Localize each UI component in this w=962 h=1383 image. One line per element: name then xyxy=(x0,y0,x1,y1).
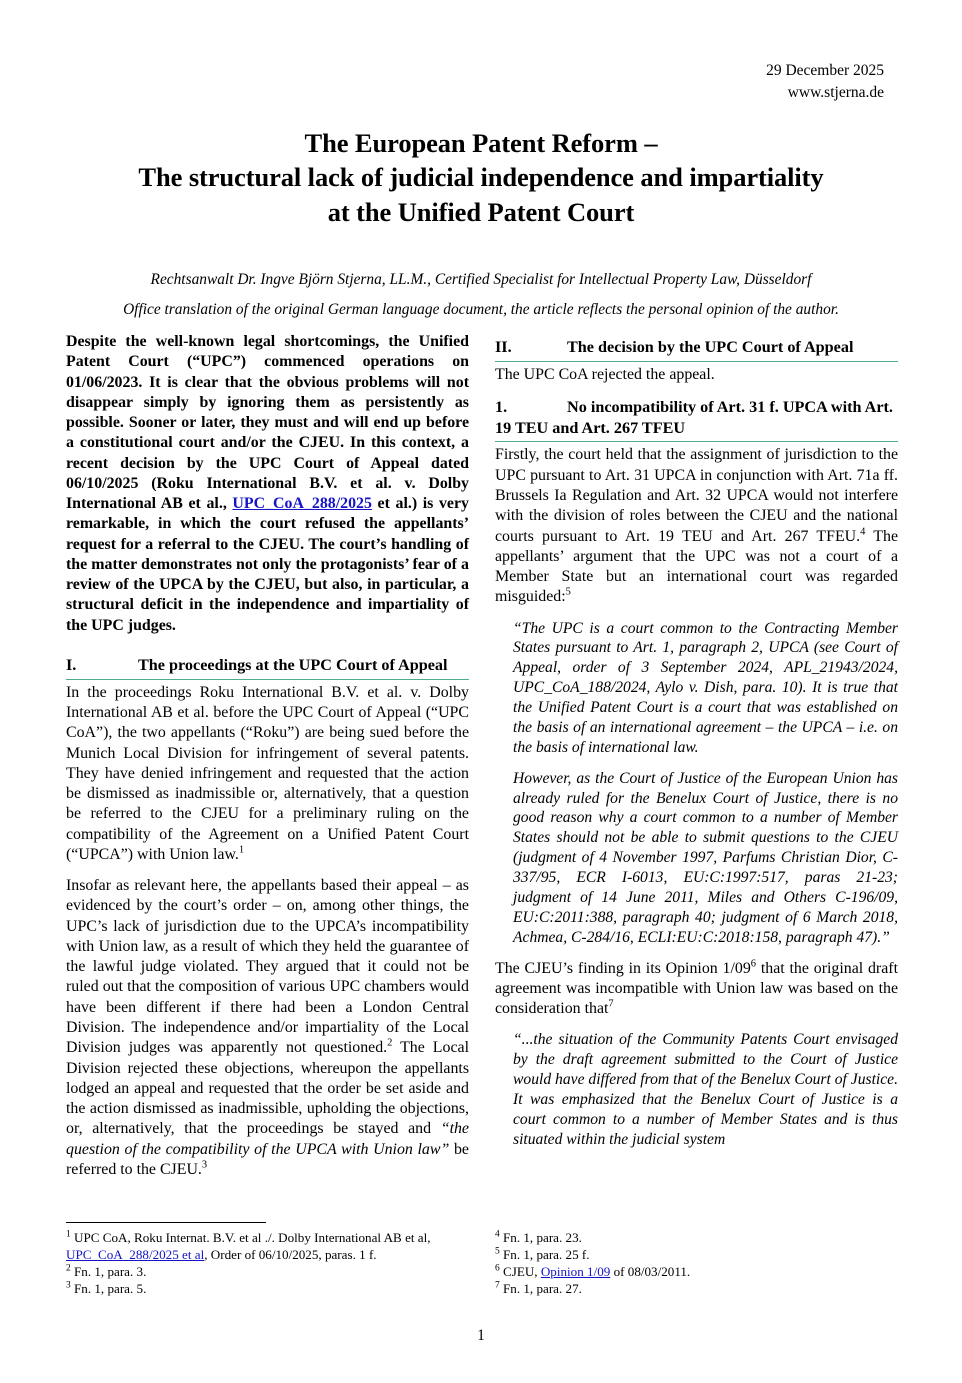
subsection-heading-1 xyxy=(495,397,898,442)
footnote-item xyxy=(66,1264,469,1281)
right-column xyxy=(495,332,898,1161)
section-heading-i xyxy=(66,655,469,680)
footnote-marker: 3 xyxy=(66,1280,71,1291)
left-paragraph-2-text-c: be referred to the CJEU. xyxy=(66,1140,469,1178)
block-quote-2: However, as the Court of Justice of the European Union has already ruled for the Benelux Court of Justice, there is no good reason why a court common to a number of Member States should not be able to submit questions to the CJEU (judgment of 4 November 1997, Parfums Christian Dior, C-337/95, ECR I-6013, EU:C:1997:517, paras 21-23; judgment of 14 June 2011, Miles and Others C-196/09, EU:C:2011:388, paragraph 40; judgment of 6 March 2018, Achmea, C-284/16, ECLI:EU:C:2018:158, paragraph 47).” xyxy=(513,769,898,946)
footnote-marker: 4 xyxy=(495,1229,500,1240)
footnote-ref-2[interactable]: 2 xyxy=(387,1037,393,1049)
footnote-ref-1[interactable]: 1 xyxy=(238,844,245,856)
body-columns xyxy=(66,332,898,1191)
footnote-ref-7[interactable]: 7 xyxy=(608,998,614,1010)
title-line-1: The European Patent Reform – xyxy=(304,128,658,158)
left-paragraph-2 xyxy=(66,876,469,1180)
left-paragraph-1-text: In the proceedings Roku International B.V. et al. v. Dolby International AB et al. before the UPC Court of Appeal (“UPC CoA”), the two appellants (“Roku”) are being sued before the Munich Local Division for infringement of several patents. They have denied infringement and requested that the action be dismissed as inadmissible or, alternatively, that a question be referred to the CJEU for a preliminary ruling on the compatibility of the Agreement on a Unified Patent Court (“UPCA”) with Union law. xyxy=(66,683,469,863)
footnote-item xyxy=(495,1281,898,1298)
upc-coa-288-2025-link[interactable]: UPC_CoA_288/2025 xyxy=(232,495,372,513)
footnotes-area xyxy=(66,1222,898,1298)
left-paragraph-1 xyxy=(66,683,469,865)
page-number: 1 xyxy=(477,1327,485,1344)
footnote-item xyxy=(495,1247,898,1264)
footnote-text-before: CJEU, xyxy=(499,1263,541,1279)
header-date: 29 December 2025 xyxy=(766,62,884,79)
left-paragraph-2-text-b: The Local Division rejected these objections, whereupon the appellants lodged an appeal and requested that the order be set aside and the action dismissed as inadmissible, upholding the objections, or, alternatively, that the proceedings be stayed and xyxy=(66,1039,469,1138)
footnote-text-before: Fn. 1, para. 3. xyxy=(70,1263,147,1279)
block-quote-1: “The UPC is a court common to the Contracting Member States pursuant to Art. 1, paragraph 2, UPCA (see Court of Appeal, order of 3 September 2024, APL_21943/2024, UPC_CoA_188/2024, Aylo v. Dish, para. 10). It is true that the Unified Patent Court is a court that was established on the basis of an international agreement – the UPCA – i.e. on the basis of international law. xyxy=(513,619,898,756)
section-number-ii: II. xyxy=(495,338,512,356)
byline-note: Office translation of the original German language document, the article reflects the personal opinion of the author. xyxy=(123,300,839,318)
section-title-ii: The decision by the UPC Court of Appeal xyxy=(567,338,854,356)
footnote-marker: 2 xyxy=(66,1263,71,1274)
footnote-text-after: , Order of 06/10/2025, paras. 1 f. xyxy=(204,1246,377,1262)
header-website: www.stjerna.de xyxy=(787,84,884,101)
footnote-ref-5[interactable]: 5 xyxy=(565,587,571,599)
byline-block xyxy=(78,265,884,324)
footnote-marker: 5 xyxy=(495,1246,500,1257)
footnote-ref-3[interactable]: 3 xyxy=(201,1159,208,1171)
lead-text-part-2: et al.) is very remarkable, in which the court refused the appellants’ request for a referral to the CJEU. The court’s handling of the matter demonstrates not only the protagonists’ fear of a review of the UPCA by the CJEU, but also, in particular, a structural deficit in the independence and impartiality of the UPC judges. xyxy=(66,495,469,634)
right-paragraph-3-text-a: The CJEU’s finding in its Opinion 1/09 xyxy=(495,959,751,977)
footnote-text-before: UPC CoA, Roku Internat. B.V. et al ./. Dolby International AB et al, xyxy=(70,1230,431,1245)
right-paragraph-3-text-b: that the original draft agreement was incompatible with Union law was based on the consideration that xyxy=(495,959,898,1018)
lead-text-part-1: Despite the well-known legal shortcomings, the Unified Patent Court (“UPC”) commenced operations on 01/06/2023. It is clear that the obvious problems will not disappear simply by ignoring them as persistently as possible. Sooner or later, they must and will end up before a constitutional court and/or the CJEU. In this context, a recent decision by the UPC Court of Appeal dated 06/10/2025 (Roku International B.V. et al. v. Dolby International AB et al., xyxy=(66,333,469,513)
title-line-2: The structural lack of judicial independence and impartiality xyxy=(138,162,824,193)
footnotes-right-column xyxy=(495,1222,898,1298)
document-header xyxy=(766,60,884,104)
left-paragraph-2-inline-quote: “the question of the compatibility of the UPCA with Union law” xyxy=(66,1120,469,1158)
footnote-text-before: Fn. 1, para. 23. xyxy=(499,1230,582,1245)
footnote-ref-4[interactable]: 4 xyxy=(860,526,866,538)
footnote-item xyxy=(495,1264,898,1281)
footnote-item xyxy=(66,1281,469,1298)
section-title-i: The proceedings at the UPC Court of Appeal xyxy=(138,655,448,674)
footnote-text-before: Fn. 1, para. 25 f. xyxy=(499,1246,590,1262)
block-quote-3: “...the situation of the Community Patents Court envisaged by the draft agreement submitted to the Court of Justice would have differed from that of the Benelux Court of Justice. It was emphasized that the Benelux Court of Justice is a court common to a number of Member States and is thus situated within the judicial system xyxy=(513,1031,898,1148)
subsection-number-1: 1. xyxy=(495,398,508,416)
footnote-marker: 6 xyxy=(495,1263,500,1274)
footnote-marker: 7 xyxy=(495,1280,500,1291)
title-line-3: at the Unified Patent Court xyxy=(327,196,635,227)
footnote-text-after: of 08/03/2011. xyxy=(610,1263,691,1279)
section-heading-ii xyxy=(495,337,898,362)
footnote-ref-6[interactable]: 6 xyxy=(750,958,757,970)
right-paragraph-1: The UPC CoA rejected the appeal. xyxy=(495,365,715,383)
lead-paragraph xyxy=(66,332,469,636)
byline-author: Rechtsanwalt Dr. Ingve Björn Stjerna, LL.M., Certified Specialist for Intellectual Property Law, Düsseldorf xyxy=(150,271,812,289)
footnote-item xyxy=(66,1230,469,1264)
right-paragraph-2 xyxy=(495,445,898,607)
section-number-i: I. xyxy=(66,655,77,674)
left-paragraph-2-text-a: Insofar as relevant here, the appellants based their appeal – as evidenced by the court’s order – on, among other things, the UPC’s lack of jurisdiction due to the UPCA’s incompatibility with Union law, as a result of which they held the guarantee of the lawful judge violated. They argued that it could not be ruled out that the composition of various UPC chambers would have been different if there had been a London Central Division. The independence and/or impartiality of the Local Division judges was apparently not questioned. xyxy=(66,877,469,1057)
subsection-title-1: No incompatibility of Art. 31 f. UPCA with Art. 19 TEU and Art. 267 TFEU xyxy=(495,398,893,437)
footnote-text-before: Fn. 1, para. 27. xyxy=(499,1280,582,1296)
footnote-item xyxy=(495,1230,898,1247)
right-paragraph-2-text-b: The appellants’ argument that the UPC was not a court of a Member State but an international court was regarded misguided: xyxy=(495,527,898,606)
title-block xyxy=(78,126,884,324)
left-column xyxy=(66,332,469,1191)
footnotes-left-column xyxy=(66,1222,469,1298)
footnote-link[interactable]: UPC_CoA_288/2025 et al xyxy=(66,1246,205,1262)
right-paragraph-2-text-a: Firstly, the court held that the assignment of jurisdiction to the UPC pursuant to Art. 31 UPCA in conjunction with Art. 71a ff. Brussels Ia Regulation and Art. 32 UPCA would not interfere with the division of roles between the CJEU and the national courts pursuant to Art. 19 TEU and Art. 267 TFEU. xyxy=(495,446,898,545)
footnote-text-before: Fn. 1, para. 5. xyxy=(70,1280,147,1296)
footnote-link[interactable]: Opinion 1/09 xyxy=(540,1263,611,1279)
page-title xyxy=(78,126,884,229)
right-paragraph-3 xyxy=(495,959,898,1020)
footnote-separator-rule-spacer xyxy=(495,1222,695,1223)
footnote-separator-rule xyxy=(66,1222,266,1223)
footnote-marker: 1 xyxy=(66,1229,71,1240)
